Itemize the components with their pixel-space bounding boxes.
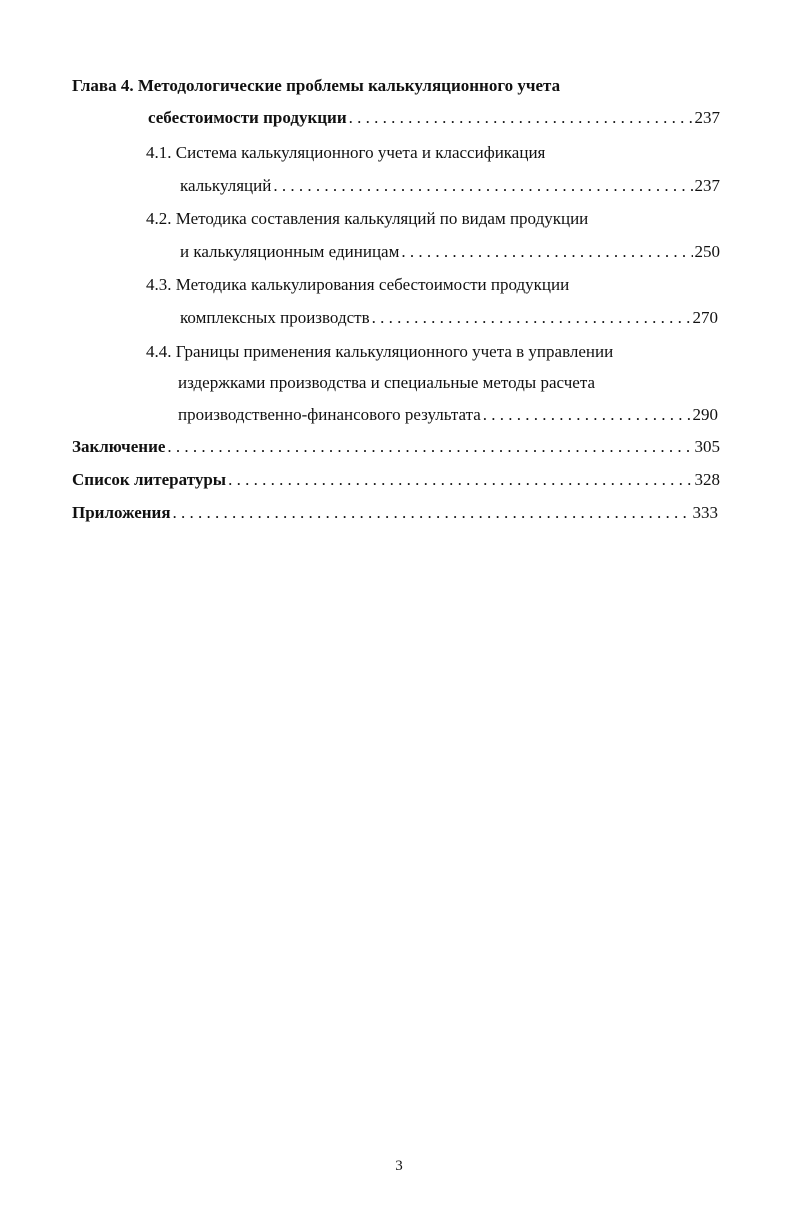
section-4-4-entry[interactable]: [178, 403, 718, 427]
chapter-4-title-line2: себестоимости продукции: [148, 108, 347, 127]
section-4-4-line1: 4.4. Границы применения калькуляционного учета в управлении: [146, 342, 614, 361]
appendix-page: 333: [692, 503, 718, 522]
section-4-4-line3: производственно-финансового результата: [178, 405, 481, 424]
section-4-3-page: 270: [692, 308, 718, 327]
page-number: 3: [395, 1158, 403, 1174]
literature-label: Список литературы: [72, 470, 227, 489]
section-4-1-entry[interactable]: [180, 174, 720, 198]
section-4-3-line2: комплексных производств: [180, 308, 370, 327]
appendix-label: Приложения: [72, 503, 171, 522]
section-4-3-line1: 4.3. Методика калькулирования себестоимости продукции: [146, 275, 570, 294]
leader-dots: [167, 435, 692, 459]
leader-dots: [273, 174, 692, 198]
leader-dots: [173, 501, 691, 525]
section-4-4-page: 290: [692, 405, 718, 424]
leader-dots: [372, 306, 691, 330]
leader-dots: [401, 240, 692, 264]
leader-dots: [483, 403, 691, 427]
leader-dots: [349, 106, 693, 130]
chapter-4-title-line1: Глава 4. Методологические проблемы калькуляционного учета: [72, 76, 561, 95]
conclusion-label: Заключение: [72, 437, 166, 456]
conclusion-entry[interactable]: [72, 435, 720, 459]
chapter-4-page: 237: [694, 108, 720, 127]
literature-page: 328: [694, 470, 720, 489]
section-4-1-line1: 4.1. Система калькуляционного учета и классификация: [146, 143, 546, 162]
section-4-3-entry[interactable]: [180, 306, 718, 330]
section-4-4-line2: издержками производства и специальные методы расчета: [178, 373, 595, 392]
literature-entry[interactable]: [72, 468, 720, 492]
leader-dots: [228, 468, 692, 492]
section-4-2-entry[interactable]: [180, 240, 720, 264]
conclusion-page: 305: [694, 437, 720, 456]
appendix-entry[interactable]: [72, 501, 718, 525]
section-4-2-line1: 4.2. Методика составления калькуляций по видам продукции: [146, 209, 589, 228]
section-4-1-line2: калькуляций: [180, 176, 272, 195]
section-4-2-page: 250: [694, 242, 720, 261]
section-4-2-line2: и калькуляционным единицам: [180, 242, 400, 261]
chapter-4-entry[interactable]: [148, 106, 720, 130]
section-4-1-page: 237: [694, 176, 720, 195]
